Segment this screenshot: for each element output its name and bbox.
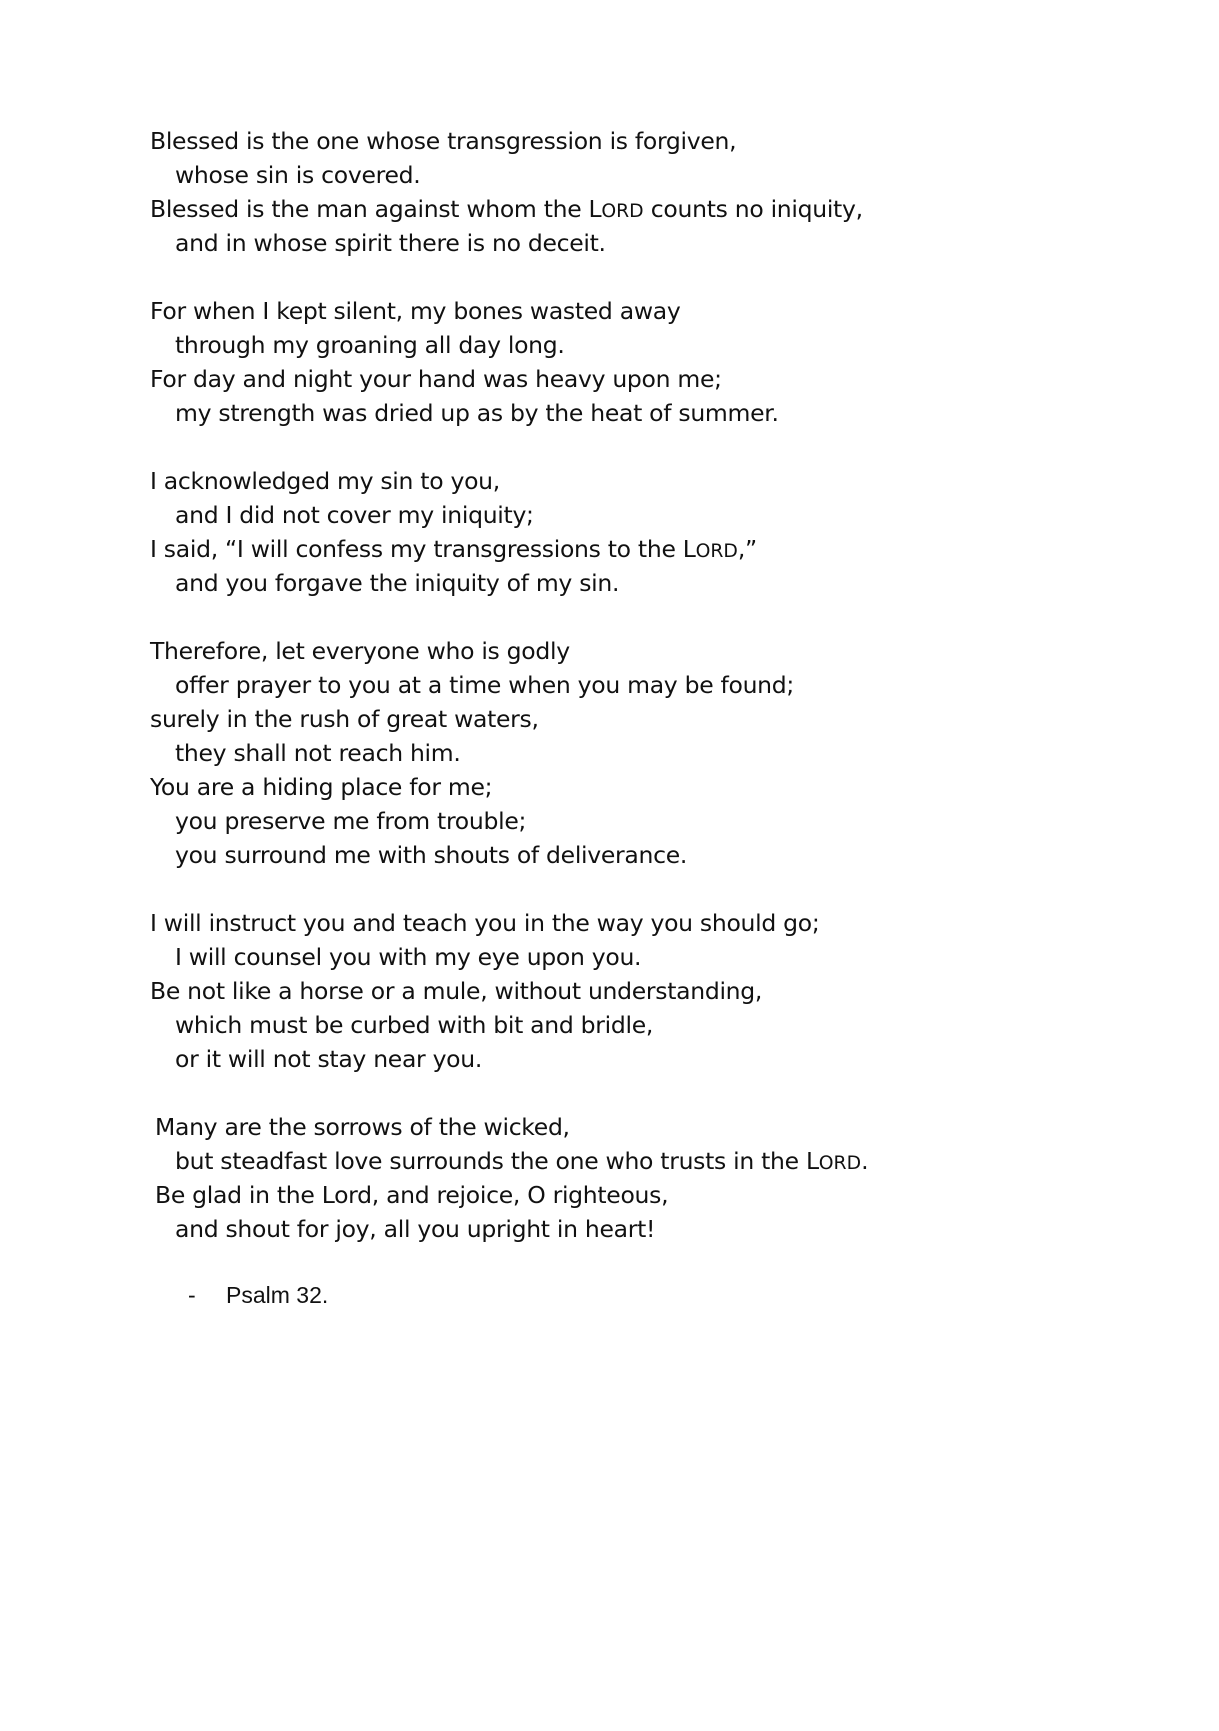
verse-line: For day and night your hand was heavy upon me;	[150, 365, 722, 393]
verse-line: You are a hiding place for me;	[150, 773, 493, 801]
verse-line: I said, “I will confess my transgressions to the LORD,”	[150, 535, 757, 563]
attribution-text: Psalm 32.	[226, 1282, 329, 1308]
verse-line: you surround me with shouts of deliverance.	[175, 841, 688, 869]
verse-line: surely in the rush of great waters,	[150, 705, 539, 733]
verse-line: or it will not stay near you.	[175, 1045, 483, 1073]
stanza-6	[155, 1110, 1150, 1246]
stanza-3	[150, 464, 1150, 600]
verse-line: which must be curbed with bit and bridle,	[175, 1011, 654, 1039]
verse-line: Many are the sorrows of the wicked,	[155, 1113, 570, 1141]
psalm-text	[150, 124, 1150, 1280]
attribution-dash: -	[188, 1282, 196, 1308]
verse-line: For when I kept silent, my bones wasted away	[150, 297, 681, 325]
verse-line: through my groaning all day long.	[175, 331, 565, 359]
verse-line: Be glad in the Lord, and rejoice, O righteous,	[155, 1181, 669, 1209]
stanza-2	[150, 294, 1150, 430]
verse-line: but steadfast love surrounds the one who trusts in the LORD.	[175, 1147, 869, 1175]
stanza-4	[150, 634, 1150, 872]
verse-line: you preserve me from trouble;	[175, 807, 527, 835]
verse-line: they shall not reach him.	[175, 739, 461, 767]
verse-line: I will instruct you and teach you in the way you should go;	[150, 909, 820, 937]
verse-line: and in whose spirit there is no deceit.	[175, 229, 606, 257]
attribution	[188, 1278, 328, 1312]
verse-line: Therefore, let everyone who is godly	[150, 637, 570, 665]
verse-line: Blessed is the man against whom the LORD counts no iniquity,	[150, 195, 863, 223]
verse-line: my strength was dried up as by the heat of summer.	[175, 399, 779, 427]
stanza-1	[150, 124, 1150, 260]
verse-line: offer prayer to you at a time when you may be found;	[175, 671, 794, 699]
verse-line: and you forgave the iniquity of my sin.	[175, 569, 620, 597]
verse-line: and I did not cover my iniquity;	[175, 501, 534, 529]
verse-line: and shout for joy, all you upright in heart!	[175, 1215, 656, 1243]
verse-line: whose sin is covered.	[175, 161, 421, 189]
verse-line: Blessed is the one whose transgression is forgiven,	[150, 127, 737, 155]
verse-line: I acknowledged my sin to you,	[150, 467, 500, 495]
stanza-5	[150, 906, 1150, 1076]
verse-line: Be not like a horse or a mule, without understanding,	[150, 977, 763, 1005]
verse-line: I will counsel you with my eye upon you.	[175, 943, 642, 971]
